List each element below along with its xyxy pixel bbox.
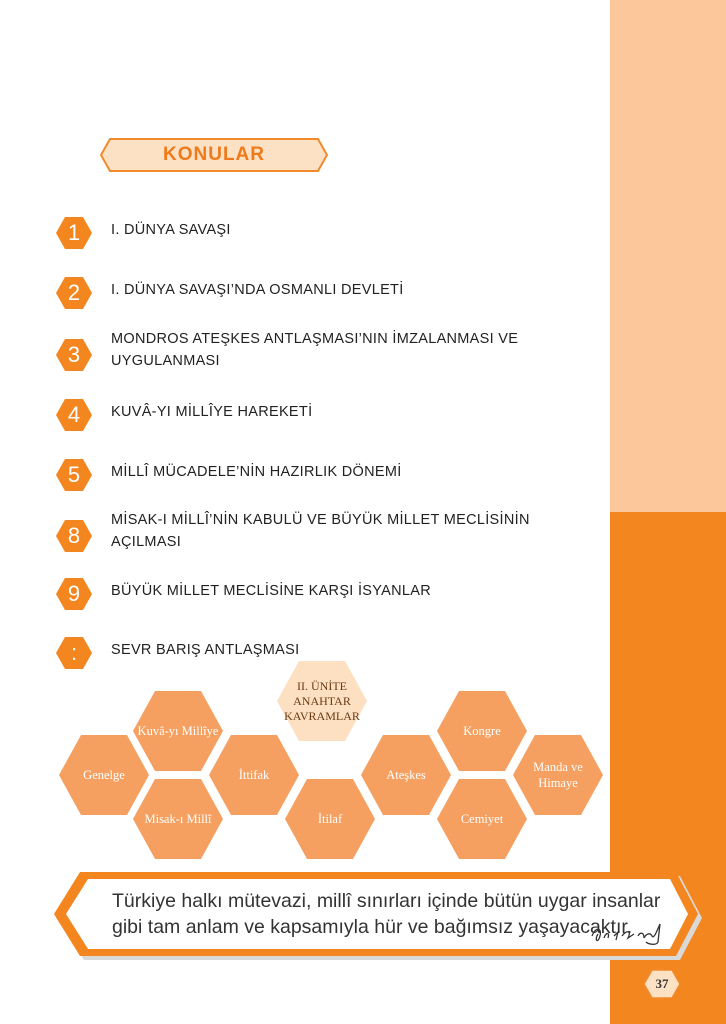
topic-number-badge bbox=[56, 217, 92, 249]
topic-text: MONDROS ATEŞKES ANTLAŞMASI’NIN İMZALANMASI VE UYGULANMASI bbox=[111, 331, 519, 369]
concept-label: Ateşkes bbox=[386, 768, 426, 782]
concept-label: Cemiyet bbox=[460, 812, 504, 826]
page-title: KONULAR bbox=[163, 144, 265, 165]
topic-number-badge bbox=[56, 399, 92, 431]
quote-text: Türkiye halkı mütevazi, millî sınırları içinde bütün uygar insanlar gibi tam anlam ve kapsamıyla hür ve bağımsız yaşayacaktır. bbox=[112, 890, 661, 938]
concept-label: Misak-ı Millî bbox=[144, 812, 212, 826]
topic-number-badge bbox=[56, 339, 92, 371]
topic-item bbox=[56, 395, 596, 439]
page-number: 37 bbox=[655, 976, 669, 991]
topic-text: BÜYÜK MİLLET MECLİSİNE KARŞI İSYANLAR bbox=[111, 583, 431, 599]
topic-number: 5 bbox=[67, 462, 81, 487]
topic-number-badge bbox=[56, 520, 92, 552]
side-band-light bbox=[610, 0, 726, 512]
topic-text: I. DÜNYA SAVAŞI’NDA OSMANLI DEVLETİ bbox=[111, 282, 404, 298]
concept-label: Manda ve Himaye bbox=[533, 760, 583, 790]
topic-number-badge bbox=[56, 578, 92, 610]
concept-label: Genelge bbox=[83, 768, 125, 782]
topic-number: 2 bbox=[67, 280, 81, 305]
topic-text: MİLLÎ MÜCADELE’NİN HAZIRLIK DÖNEMİ bbox=[111, 464, 402, 480]
topic-number-badge bbox=[56, 459, 92, 491]
concepts-center-label: II. ÜNİTE ANAHTAR KAVRAMLAR bbox=[284, 678, 360, 723]
topic-text: SEVR BARIŞ ANTLAŞMASI bbox=[111, 642, 300, 658]
topic-number: 3 bbox=[67, 342, 81, 367]
topic-number: : bbox=[70, 640, 78, 665]
topic-number: 9 bbox=[67, 581, 81, 606]
topic-number: 8 bbox=[67, 523, 81, 548]
topic-number: 4 bbox=[67, 402, 81, 427]
concept-label: Kuvâ-yı Millîye bbox=[137, 724, 219, 738]
topic-item bbox=[56, 512, 596, 562]
concept-hex bbox=[436, 778, 528, 860]
concept-label: İttifak bbox=[238, 768, 270, 782]
topic-item bbox=[56, 574, 596, 618]
page-number-badge bbox=[643, 969, 681, 999]
topic-item bbox=[56, 273, 596, 317]
topic-text: I. DÜNYA SAVAŞI bbox=[111, 222, 231, 238]
concept-hex bbox=[132, 778, 224, 860]
topic-number-badge bbox=[56, 637, 92, 669]
topic-text: MİSAK-I MİLLÎ’NİN KABULÜ VE BÜYÜK MİLLET MECLİSİNİN AÇILMASI bbox=[111, 512, 530, 550]
concept-label: İtilaf bbox=[317, 812, 343, 826]
topic-text: KUVÂ-YI MİLLÎYE HAREKETİ bbox=[111, 404, 313, 420]
topic-number-badge bbox=[56, 277, 92, 309]
topic-item bbox=[56, 331, 596, 381]
section-header bbox=[100, 138, 328, 172]
topic-item bbox=[56, 213, 596, 257]
concept-label: Kongre bbox=[463, 724, 501, 738]
topic-number: 1 bbox=[67, 220, 81, 245]
concepts-center-hex bbox=[276, 660, 368, 742]
topic-item bbox=[56, 455, 596, 499]
signature-image bbox=[588, 918, 668, 948]
